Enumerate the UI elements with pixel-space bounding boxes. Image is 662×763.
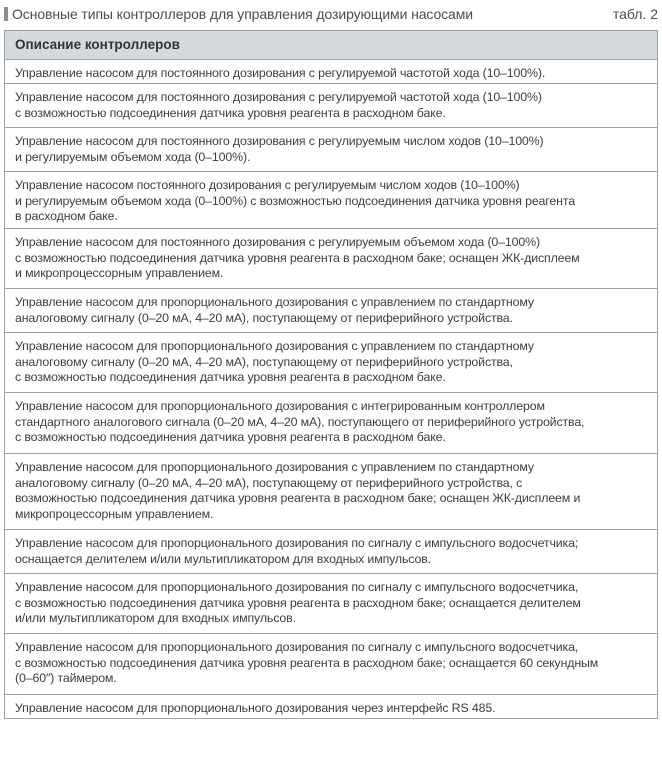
- table-row: [5, 634, 657, 695]
- controller-description: [15, 701, 495, 717]
- table-row: [5, 574, 657, 634]
- table-row: [5, 333, 657, 393]
- controller-description: [15, 339, 534, 386]
- table-caption: [0, 0, 662, 28]
- description-line: Управление насосом для постоянного дозирования с регулируемым объемом хода (0–100%): [15, 235, 540, 249]
- description-line: аналоговому сигналу (0–20 мА, 4–20 мА), поступающему от периферийного устройства.: [15, 310, 513, 325]
- description-line: с возможностью подсоединения датчика уровня реагента в расходном баке.: [15, 370, 446, 385]
- controller-description: [15, 640, 598, 687]
- description-line: Управление насосом для пропорционального дозирования через интерфейс RS 485.: [15, 701, 496, 715]
- controller-description: [15, 178, 575, 225]
- description-line: Управление насосом для пропорционального дозирования по сигналу с импульсного водосчетчика,: [15, 580, 579, 594]
- description-line: с возможностью подсоединения датчика уровня реагента в расходном баке; оснащен ЖК-дисплеем: [15, 250, 580, 265]
- description-line: с возможностью подсоединения датчика уровня реагента в расходном баке; оснащается 60 секундным: [15, 655, 599, 670]
- description-line: (0–60″) таймером.: [15, 671, 117, 686]
- description-line: Управление насосом для пропорционального дозирования с управлением по стандартному: [15, 460, 534, 474]
- description-line: Управление насосом для постоянного дозирования с регулируемой частотой хода (10–100%): [15, 90, 542, 104]
- description-line: Управление насосом для пропорционального дозирования с интегрированным контроллером: [15, 399, 545, 413]
- description-line: Управление насосом для пропорционального дозирования по сигналу с импульсного водосчетчика;: [15, 536, 579, 550]
- controller-description: [15, 134, 544, 165]
- caption-title: Основные типы контроллеров для управления дозирующими насосами: [12, 6, 473, 22]
- table-row: [5, 393, 657, 454]
- description-line: и регулируемым объемом хода (0–100%) с возможностью подсоединения датчика уровня реагента: [15, 193, 575, 208]
- controller-description: [15, 536, 578, 567]
- controller-description: [15, 66, 545, 82]
- table-row: [5, 695, 657, 719]
- controller-description: [15, 580, 581, 627]
- description-line: возможностью подсоединения датчика уровня реагента в расходном баке; оснащен ЖК-дисплеем и: [15, 491, 581, 506]
- table-row: [5, 60, 657, 84]
- description-line: и/или мультипликатором для входных импульсов.: [15, 611, 296, 626]
- description-line: аналоговому сигналу (0–20 мА, 4–20 мА), поступающему от периферийного устройства,: [15, 354, 513, 369]
- table-header: Описание контроллеров: [5, 31, 657, 60]
- description-line: Управление насосом постоянного дозирования с регулируемым числом ходов (10–100%): [15, 178, 520, 192]
- description-line: с возможностью подсоединения датчика уровня реагента в расходном баке.: [15, 430, 446, 445]
- description-line: Управление насосом для пропорционального дозирования по сигналу с импульсного водосчетчика,: [15, 640, 579, 654]
- description-line: Управление насосом для пропорционального дозирования с управлением по стандартному: [15, 339, 534, 353]
- table-row: [5, 289, 657, 333]
- description-line: Управление насосом для постоянного дозирования с регулируемой частотой хода (10–100%).: [15, 66, 546, 80]
- controllers-table: [4, 30, 658, 719]
- controller-description: [15, 235, 580, 282]
- table-row: [5, 172, 657, 229]
- controller-description: [15, 460, 580, 522]
- controller-description: [15, 90, 542, 121]
- description-line: Управление насосом для пропорционального дозирования с управлением по стандартному: [15, 295, 534, 309]
- table-row: [5, 128, 657, 172]
- description-line: с возможностью подсоединения датчика уровня реагента в расходном баке; оснащается делителем: [15, 595, 581, 610]
- table-row: [5, 530, 657, 574]
- description-line: и микропроцессорным управлением.: [15, 266, 224, 281]
- controller-description: [15, 399, 584, 446]
- description-line: аналоговому сигналу (0–20 мА, 4–20 мА), поступающему от периферийного устройства, с: [15, 475, 523, 490]
- table-row: [5, 229, 657, 289]
- table-number: табл. 2: [612, 6, 658, 22]
- description-line: микропроцессорным управлением.: [15, 506, 214, 521]
- table-row: [5, 84, 657, 128]
- description-line: и регулируемым объемом хода (0–100%).: [15, 149, 251, 164]
- table-body: [5, 60, 657, 719]
- controller-description: [15, 295, 534, 326]
- description-line: стандартного аналогового сигнала (0–20 мА, 4–20 мА), поступающего от периферийного устройства,: [15, 414, 585, 429]
- description-line: с возможностью подсоединения датчика уровня реагента в расходном баке.: [15, 105, 446, 120]
- table-row: [5, 454, 657, 530]
- description-line: оснащается делителем и/или мультипликатором для входных импульсов.: [15, 551, 431, 566]
- description-line: в расходном баке.: [15, 209, 118, 224]
- caption-marker: [4, 7, 8, 21]
- description-line: Управление насосом для постоянного дозирования с регулируемым числом ходов (10–100%): [15, 134, 544, 148]
